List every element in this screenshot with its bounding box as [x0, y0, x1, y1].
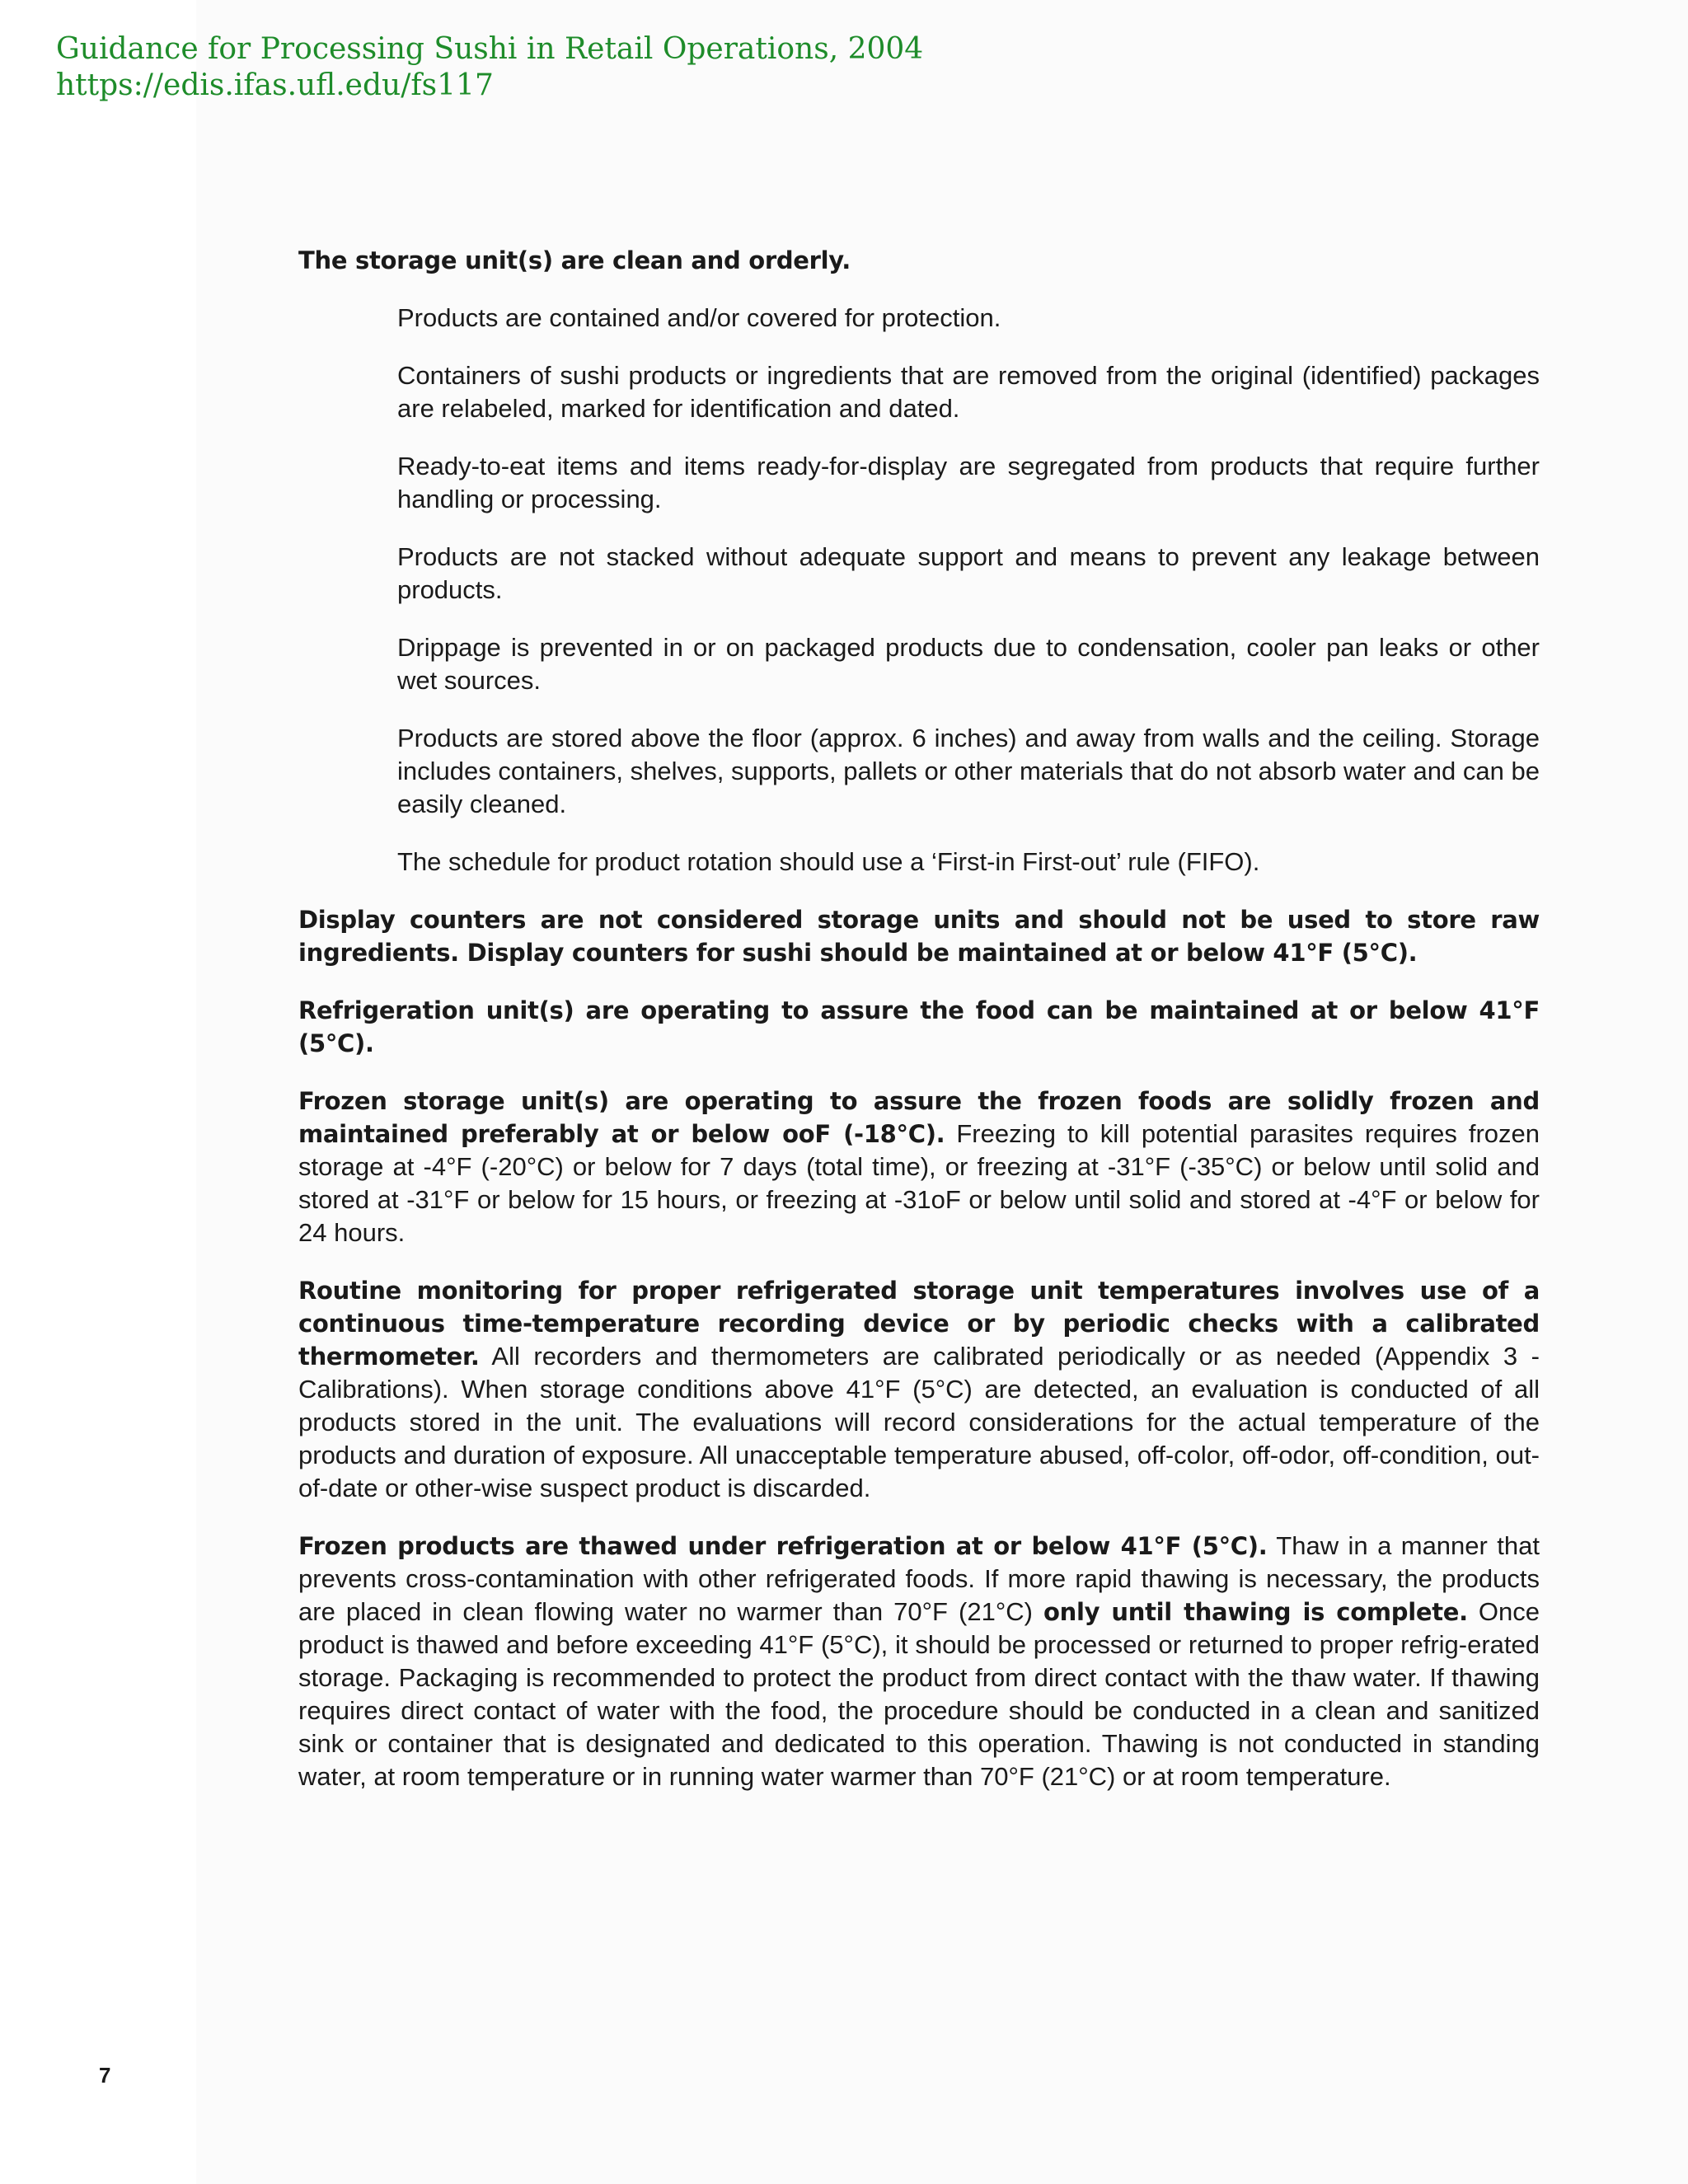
storage-heading: The storage unit(s) are clean and orderly. — [298, 246, 851, 274]
storage-item: Ready-to-eat items and items ready-for-display are segregated from products that require further handling or processing. — [397, 452, 1540, 513]
storage-item: Products are stored above the floor (approx. 6 inches) and away from walls and the ceiling. Storage includes containers, shelves, supports, pallets or other materials that do not absorb water and can be easily cleaned. — [397, 724, 1540, 818]
page-number: 7 — [99, 2063, 111, 2088]
watermark-url: https://edis.ifas.ufl.edu/fs117 — [56, 68, 494, 102]
refrigeration-paragraph: Refrigeration unit(s) are operating to assure the food can be maintained at or below 41°F (5°C). — [298, 996, 1540, 1057]
document-body — [298, 244, 1540, 1818]
storage-item: Containers of sushi products or ingredients that are removed from the original (identified) packages are relabeled, marked for identification and dated. — [397, 361, 1540, 423]
display-counters-paragraph: Display counters are not considered storage units and should not be used to store raw ingredients. Display counters for sushi should be maintained at or below 41°F (5°C). — [298, 906, 1540, 967]
storage-item: Drippage is prevented in or on packaged products due to condensation, cooler pan leaks or other wet sources. — [397, 633, 1540, 695]
monitoring-paragraph: Routine monitoring for proper refrigerated storage unit temperatures involves use of a continuous time-temperature recording device or by periodic checks with a calibrated thermometer. All recorders and thermometers are calibrated periodically or as needed (Appendix 3 - Calibrations). When storage conditions above 41°F (5°C) are detected, an evaluation is conducted of all products stored in the unit. The evaluations will record considerations for the actual temperature of the products and duration of exposure. All unacceptable temperature abused, off-color, off-odor, off-condition, out-of-date or other-wise suspect product is discarded. — [298, 1277, 1540, 1502]
storage-item: Products are contained and/or covered for protection. — [397, 303, 1001, 332]
storage-item: Products are not stacked without adequate support and means to prevent any leakage between products. — [397, 542, 1540, 604]
thawing-paragraph: Frozen products are thawed under refrigeration at or below 41°F (5°C). Thaw in a manner that prevents cross-contamination with other refrigerated foods. If more rapid thawing is necessary, the products are placed in clean flowing water no warmer than 70°F (21°C) only until thawing is complete. Once product is thawed and before exceeding 41°F (5°C), it should be processed or returned to proper refrig-erated storage. Packaging is recommended to protect the product from direct contact with the thaw water. If thawing requires direct contact of water with the food, the procedure should be conducted in a clean and sanitized sink or container that is designated and dedicated to this operation. Thawing is not conducted in standing water, at room temperature or in running water warmer than 70°F (21°C) or at room temperature. — [298, 1531, 1540, 1791]
source-watermark — [56, 31, 923, 104]
frozen-storage-paragraph: Frozen storage unit(s) are operating to assure the frozen foods are solidly frozen and maintained preferably at or below ooF (-18°C). Freezing to kill potential parasites requires frozen storage at -4°F (-20°C) or below for 7 days (total time), or freezing at -31°F (-35°C) or below until solid and stored at -31°F or below for 15 hours, or freezing at -31oF or below until solid and stored at -4°F or below for 24 hours. — [298, 1087, 1540, 1247]
watermark-title: Guidance for Processing Sushi in Retail Operations, 2004 — [56, 32, 924, 66]
storage-item: The schedule for product rotation should use a ‘First-in First-out’ rule (FIFO). — [397, 847, 1260, 876]
